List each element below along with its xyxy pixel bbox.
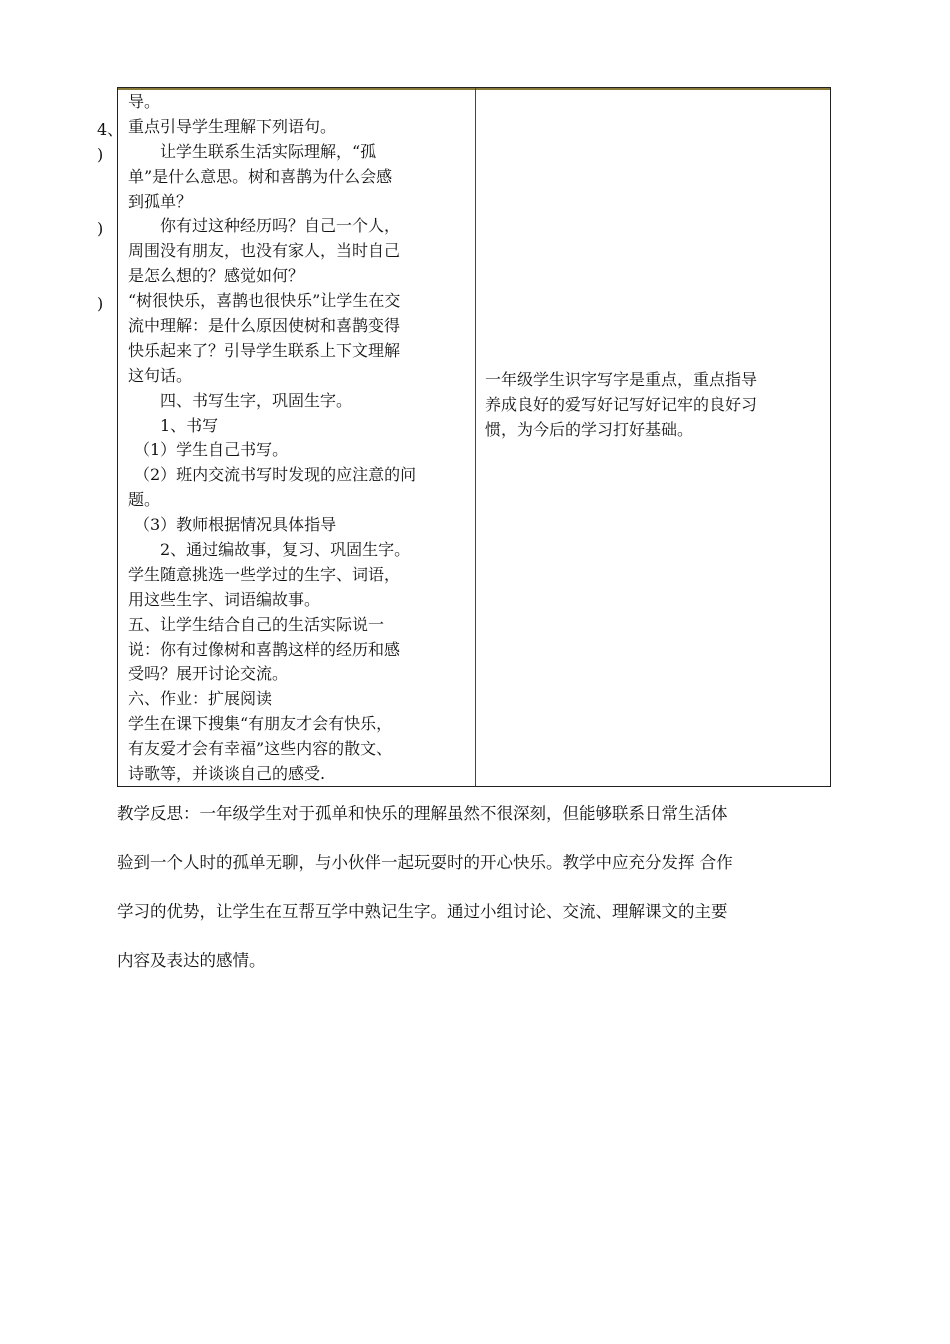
process-line: 四、书写生字，巩固生字。 bbox=[160, 390, 353, 410]
process-line: 题。 bbox=[128, 490, 161, 510]
reflection-line: 学习的优势，让学生在互帮互学中熟记生字。通过小组讨论、交流、理解课文的主要 bbox=[117, 902, 728, 921]
process-line: 重点引导学生理解下列语句。 bbox=[128, 116, 337, 136]
intent-line: 一年级学生识字写字是重点，重点指导 bbox=[485, 370, 758, 389]
process-line: 这句话。 bbox=[128, 365, 193, 385]
margin-mark-paren-3: ) bbox=[97, 294, 104, 313]
process-line: 诗歌等，并谈谈自己的感受. bbox=[128, 764, 326, 784]
process-line: 有友爱才会有幸福”这些内容的散文、 bbox=[128, 739, 393, 759]
design-intent-cell bbox=[485, 368, 821, 443]
process-line: 周围没有朋友，也没有家人，当时自己 bbox=[128, 241, 401, 261]
teaching-process-cell bbox=[128, 90, 468, 787]
margin-mark-4: 4、 bbox=[97, 120, 124, 139]
teaching-reflection bbox=[117, 802, 837, 998]
process-line: （2）班内交流书写时发现的应注意的问 bbox=[134, 465, 417, 485]
process-line: 五、让学生结合自己的生活实际说一 bbox=[128, 614, 385, 634]
process-line: 2、通过编故事，复习、巩固生字。 bbox=[160, 540, 411, 560]
process-line: 用这些生字、词语编故事。 bbox=[128, 589, 321, 609]
process-line: 快乐起来了？引导学生联系上下文理解 bbox=[128, 340, 401, 360]
reflection-line: 内容及表达的感情。 bbox=[117, 951, 266, 970]
process-line: （3）教师根据情况具体指导 bbox=[134, 515, 337, 535]
process-line: 到孤单？ bbox=[128, 191, 193, 211]
intent-line: 惯，为今后的学习打好基础。 bbox=[485, 419, 694, 439]
process-line: 学生随意挑选一些学过的生字、词语， bbox=[128, 564, 401, 584]
margin-mark-paren-1: ) bbox=[97, 145, 104, 164]
process-line: 受吗？展开讨论交流。 bbox=[128, 664, 289, 684]
margin-mark-paren-2: ) bbox=[97, 219, 104, 238]
process-line: 是怎么想的？感觉如何？ bbox=[128, 266, 305, 286]
process-line: 流中理解：是什么原因使树和喜鹊变得 bbox=[128, 316, 401, 336]
intent-line: 养成良好的爱写好记写好记牢的良好习 bbox=[485, 394, 758, 414]
process-line: 让学生联系生活实际理解，“孤 bbox=[160, 141, 377, 161]
process-line: 你有过这种经历吗？自己一个人， bbox=[160, 216, 401, 236]
reflection-line: 教学反思：一年级学生对于孤单和快乐的理解虽然不很深刻，但能够联系日常生活体 bbox=[117, 804, 728, 823]
lesson-table bbox=[117, 87, 831, 787]
process-line: 学生在课下搜集“有朋友才会有快乐， bbox=[128, 714, 393, 734]
process-line: 1、书写 bbox=[160, 415, 219, 435]
process-line: 说：你有过像树和喜鹊这样的经历和感 bbox=[128, 639, 401, 659]
process-line: 导。 bbox=[128, 92, 161, 111]
process-line: 单”是什么意思。树和喜鹊为什么会感 bbox=[128, 166, 393, 186]
process-line: 六、作业：扩展阅读 bbox=[128, 689, 273, 709]
reflection-line: 验到一个人时的孤单无聊，与小伙伴一起玩耍时的开心快乐。教学中应充分发挥 合作 bbox=[117, 853, 733, 872]
column-divider bbox=[475, 88, 476, 786]
process-line: （1）学生自己书写。 bbox=[134, 440, 289, 460]
process-line: “树很快乐，喜鹊也很快乐”让学生在交 bbox=[128, 291, 401, 311]
